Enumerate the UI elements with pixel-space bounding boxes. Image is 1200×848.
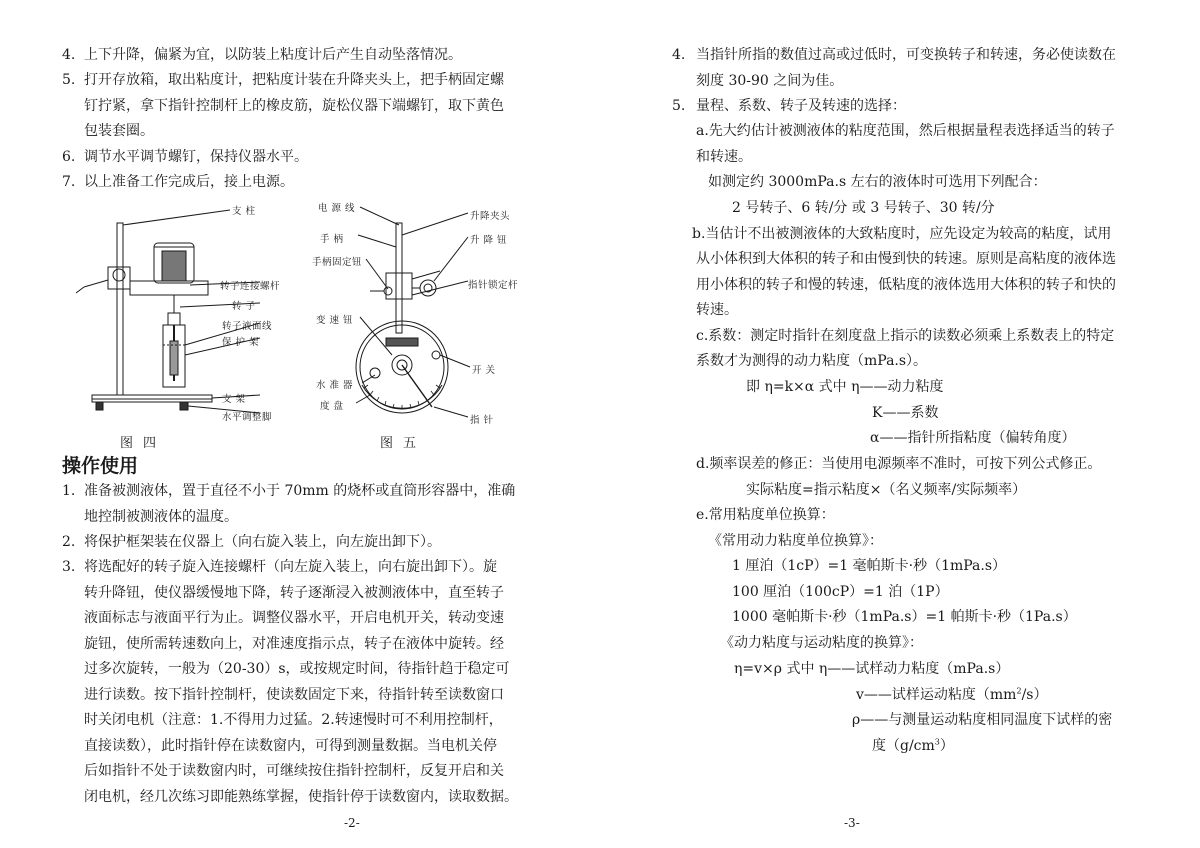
list-item: 7. 以上准备工作完成后，接上电源。 xyxy=(62,174,294,190)
label-support: 支 架 xyxy=(222,394,246,405)
para-e: e.常用粘度单位换算： xyxy=(696,507,835,523)
formula-eta: 即 η=k×α 式中 η——动力粘度 xyxy=(746,379,944,395)
label-pillar: 支 柱 xyxy=(232,206,256,217)
list-item: 2. 将保护框架装在仪器上（向右旋入装上，向左旋出卸下）。 xyxy=(62,534,441,550)
page-number: -2- xyxy=(344,816,360,830)
para-a-line: a.先大约估计被测液体的粘度范围，然后根据量程表选择适当的转子 xyxy=(696,123,1115,139)
label-liquid-line: 转子液面线 xyxy=(222,321,273,332)
label-power-cord: 电 源 线 xyxy=(318,203,356,214)
formula-alpha: α——指针所指粘度（偏转角度） xyxy=(870,430,1076,446)
label-lift-clamp: 升降夹头 xyxy=(470,211,511,222)
list-item: 5. 打开存放箱，取出粘度计，把粘度计装在升降夹头上，把手柄固定螺 钉拧紧，拿下指针控制杆上的橡皮筋，旋松仪器下端螺钉，取下黄色 包装套圈。 xyxy=(62,72,504,139)
para-c-line: c.系数：测定时指针在刻度盘上指示的读数必须乘上系数表上的特定 xyxy=(696,328,1115,344)
label-lift-knob: 升 降 钮 xyxy=(470,235,508,246)
formula-frequency: 实际粘度=指示粘度×（名义频率/实际频率） xyxy=(746,482,1027,498)
label-level-foot: 水平调整脚 xyxy=(222,412,273,423)
para-d: d.频率误差的修正：当使用电源频率不准时，可按下列公式修正。 xyxy=(696,456,1102,472)
para-a-line: 和转速。 xyxy=(696,149,752,165)
label-rotor: 转 子 xyxy=(232,301,256,312)
label-level-bubble: 水 准 器 xyxy=(316,380,354,391)
right-page xyxy=(600,0,1200,848)
figure-4-caption: 图四 xyxy=(120,436,167,451)
label-dial: 度 盘 xyxy=(320,401,344,412)
section-title: 操作使用 xyxy=(62,455,139,477)
page-number: -3- xyxy=(844,816,860,830)
label-speed-knob: 变 速 钮 xyxy=(316,315,354,326)
para-b-line: 转速。 xyxy=(696,302,738,318)
formula-k: K——系数 xyxy=(872,405,939,421)
conversion-2: 100 厘泊（100cP）=1 泊（1P） xyxy=(732,584,949,600)
para-a-example: 如测定约 3000mPa.s 左右的液体时可选用下列配合： xyxy=(708,174,1047,190)
list-item: 1. 准备被测液体，置于直径不小于 70mm 的烧杯或直筒形容器中，准确 地控制被测液体的温度。 xyxy=(62,483,516,525)
label-handle: 手 柄 xyxy=(320,234,344,245)
conversion-3: 1000 毫帕斯卡·秒（1mPa.s）=1 帕斯卡·秒（1Pa.s） xyxy=(732,609,1077,625)
label-rotor-screw: 转子连接螺杆 xyxy=(220,281,281,292)
formula-rho: ρ——与测量运动粘度相同温度下试样的密 xyxy=(852,712,1113,728)
para-b-line: 用小体积的转子和慢的转速，低粘度的液体选用大体积的转子和快的 xyxy=(696,277,1116,293)
conversion-1: 1 厘泊（1cP）=1 毫帕斯卡·秒（1mPa.s） xyxy=(732,558,1007,574)
label-handle-knob: 手柄固定钮 xyxy=(312,257,363,268)
formula-rho-cont: 度$(g/cm^3)$ xyxy=(872,737,954,754)
para-b-line: b.当估计不出被测液体的大致粘度时，应先设定为较高的粘度，试用 xyxy=(692,226,1112,242)
list-item: 4. 当指针所指的数值过高或过低时，可变换转子和转速，务必使读数在 刻度 30-90 之间为佳。 xyxy=(672,47,1116,89)
label-guard-frame: 保 护 架 xyxy=(222,337,260,348)
list-item: 3. 将选配好的转子旋入连接螺杆（向左旋入装上，向右旋出卸下）。旋 转升降钮，使仪器缓慢地下降，转子逐渐浸入被测液体中，直至转子 液面标志与液面平行为止。调整仪器水平，开启电机开关，转动变速 旋钮，使所需转速数向上，对准速度指示点，转子在液体中旋转。经 过多次旋转，一般为（20-30）s，或按规定时间，待指针趋于稳定可 进行读数。按下指针控制杆，使读数固定下来，待指针转至读数窗口 时关闭电机（注意：1.不得用力过猛。2.转速慢时可不利用控制杆， 直接读数），此时指针停在读数窗内，可得到测量数据。当电机关停 后如指针不处于读数窗内时，可继续按住指针控制杆，反复开启和关 闭电机，经几次练习即能熟练掌握，使指针停于读数窗内，读取数据。 xyxy=(62,559,518,805)
figure-5-caption: 图五 xyxy=(380,436,427,451)
para-c-line: 系数才为测得的动力粘度（mPa.s）。 xyxy=(696,353,928,369)
para-b-line: 从小体积到大体积的转子和由慢到快的转速。原则是高粘度的液体选 xyxy=(696,251,1116,267)
conversion-title-2: 《动力粘度与运动粘度的换算》： xyxy=(720,635,923,651)
label-switch: 开 关 xyxy=(472,365,496,376)
list-item: 5. 量程、系数、转子及转速的选择： xyxy=(672,98,906,114)
figure-4-drawing xyxy=(70,195,300,425)
formula-kinematic: η=v×ρ 式中 η——试样动力粘度（mPa.s） xyxy=(734,661,1010,677)
list-item: 6. 调节水平调节螺钉，保持仪器水平。 xyxy=(62,149,308,165)
list-item: 4. 上下升降，偏紧为宜，以防装上粘度计后产生自动坠落情况。 xyxy=(62,47,462,63)
label-pointer: 指 针 xyxy=(470,415,494,426)
label-pointer-lock: 指针锁定杆 xyxy=(468,280,519,291)
para-a-combo: 2 号转子、6 转/分 或 3 号转子、30 转/分 xyxy=(732,200,995,216)
formula-v: v——试样运动粘度$(mm^2/s)$ xyxy=(856,686,1048,703)
conversion-title-1: 《常用动力粘度单位换算》： xyxy=(708,533,883,549)
